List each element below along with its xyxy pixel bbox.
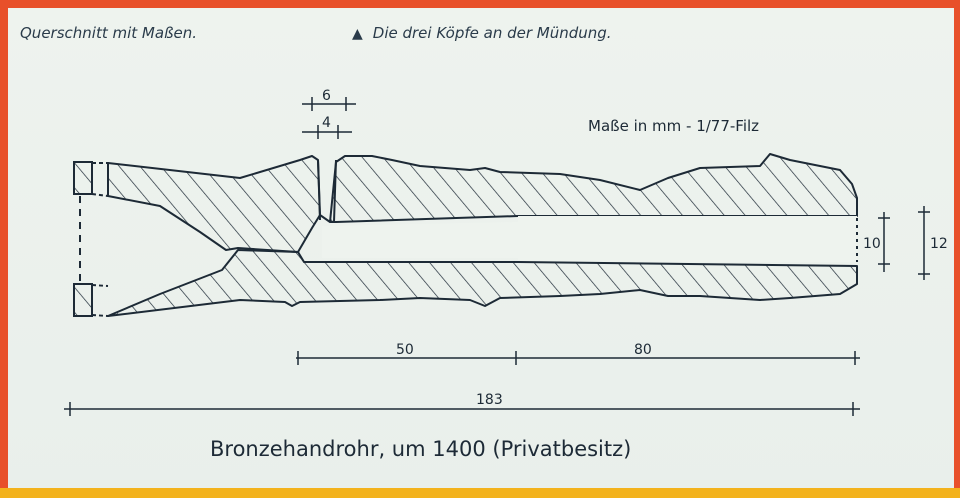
dim-bore-label: 10	[863, 236, 881, 252]
caption-muzzle-text: Die drei Köpfe an der Mündung.	[372, 24, 612, 42]
breech-top-dash-lower	[92, 194, 108, 196]
dim-barrel-label: 80	[634, 342, 652, 358]
breech-cap-top	[74, 162, 92, 194]
drawing-title: Bronzehandrohr, um 1400 (Privatbesitz)	[210, 437, 632, 461]
dim-top-inner-label: 4	[322, 115, 331, 131]
dim-total-label: 183	[476, 392, 503, 408]
breech-bottom-dash	[92, 285, 108, 286]
dim-top-outer-label: 6	[322, 88, 331, 104]
triangle-marker-icon: ▲	[352, 26, 363, 42]
dim-outer-label: 12	[930, 236, 948, 252]
breech-cap-bottom	[74, 284, 92, 316]
bore-channel	[322, 216, 857, 262]
breech-bottom-dash-lower	[92, 315, 108, 316]
units-note: Maße in mm - 1/77-Filz	[588, 117, 760, 135]
caption-cross-section: Querschnitt mit Maßen.	[20, 24, 197, 42]
dim-chamber-label: 50	[396, 342, 414, 358]
